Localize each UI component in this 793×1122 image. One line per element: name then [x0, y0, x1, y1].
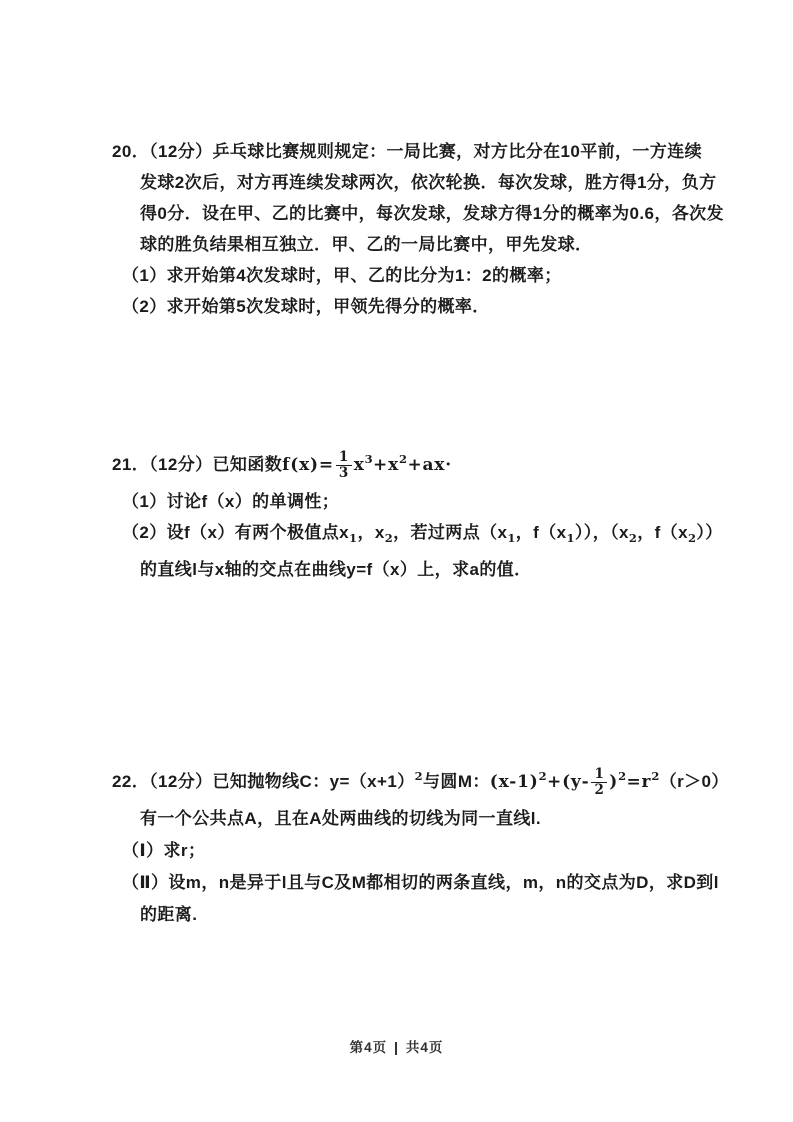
- superscript: 2: [651, 769, 660, 783]
- fraction: [591, 767, 607, 799]
- question-line: [112, 554, 753, 585]
- text-run: (x-1): [489, 772, 539, 792]
- question-line: [112, 835, 753, 867]
- question-line: [112, 517, 753, 554]
- text-run: f(x)=: [282, 455, 334, 475]
- question-line: [112, 291, 753, 322]
- text-run: （1）求开始第4次发球时，甲、乙的比分为1：2的概率；: [122, 266, 562, 285]
- text-run: （r＞0）: [659, 772, 729, 791]
- question-21: [112, 440, 753, 585]
- text-run: 的直线l与x轴的交点在曲线y=f（x）上，求a的值．: [140, 559, 532, 579]
- question-22: [112, 756, 753, 931]
- question-line: [112, 136, 753, 167]
- text-run: ）），（x: [574, 522, 629, 542]
- text-run: 有一个公共点A，且在A处两曲线的切线为同一直线l.: [140, 808, 541, 828]
- text-run: （Ⅰ）求r；: [122, 840, 206, 860]
- text-run: ，f（x: [515, 522, 567, 542]
- text-run: x: [353, 455, 365, 475]
- question-line: [112, 198, 753, 229]
- text-run: +x: [373, 455, 400, 475]
- subscript: 2: [384, 530, 394, 545]
- text-run: 与圆M：: [423, 772, 490, 791]
- fraction-numerator: 1: [336, 450, 352, 467]
- subscript: 1: [349, 530, 358, 545]
- superscript: 2: [399, 452, 408, 466]
- text-run: 发球2次后，对方再连续发球两次，依次轮换．每次发球，胜方得1分，负方: [140, 173, 717, 192]
- question-line: [112, 867, 753, 899]
- text-run: ): [609, 772, 619, 792]
- fraction: [336, 450, 352, 482]
- question-line: [112, 899, 753, 931]
- text-run: ，x: [357, 522, 385, 542]
- subscript: 2: [628, 530, 638, 545]
- text-run: 得0分．设在甲、乙的比赛中，每次发球，发球方得1分的概率为0.6，各次发: [140, 204, 724, 223]
- question-line: [112, 260, 753, 291]
- text-run: （2）求开始第5次发球时，甲领先得分的概率．: [122, 297, 490, 316]
- text-run: 21．（12分）已知函数: [112, 455, 283, 474]
- text-run: 22．（12分）已知抛物线C：y=（x+1）: [112, 772, 415, 791]
- question-line: [112, 440, 753, 486]
- fraction-denominator: 3: [338, 465, 349, 482]
- question-line: [112, 486, 753, 517]
- text-run: +: [547, 772, 563, 792]
- superscript: 2: [618, 769, 627, 783]
- subscript: 2: [688, 530, 697, 545]
- footer-total-pages: 共4页: [405, 1040, 444, 1055]
- superscript: 2: [538, 769, 548, 783]
- question-line: [112, 803, 753, 835]
- superscript: 3: [364, 452, 374, 466]
- page-footer: [0, 1036, 793, 1056]
- subscript: 1: [566, 530, 575, 545]
- text-run: =r: [626, 772, 652, 792]
- superscript: 2: [414, 769, 424, 783]
- text-run: （1）讨论f（x）的单调性；: [122, 491, 340, 511]
- text-run: （Ⅱ）设m，n是异于l且与C及M都相切的两条直线，m，n的交点为D，求D到l: [122, 872, 719, 892]
- footer-separator: |: [394, 1040, 399, 1055]
- text-run: 的距离.: [140, 904, 198, 924]
- text-run: ，若过两点（x: [393, 522, 508, 542]
- question-line: [112, 167, 753, 198]
- text-run: (y-: [562, 772, 590, 792]
- text-run: ，f（x: [637, 522, 688, 542]
- text-run: 20．（12分）乒乓球比赛规则规定：一局比赛，对方比分在10平前，一方连续: [112, 142, 703, 161]
- fraction-denominator: 2: [594, 782, 605, 799]
- question-line: [112, 229, 753, 260]
- question-20: [112, 136, 753, 322]
- question-line: [112, 756, 753, 803]
- text-run: ））: [696, 522, 723, 542]
- subscript: 1: [507, 530, 516, 545]
- text-run: （2）设f（x）有两个极值点x: [122, 522, 350, 542]
- fraction-numerator: 1: [591, 767, 607, 784]
- text-run: 球的胜负结果相互独立．甲、乙的一局比赛中，甲先发球．: [140, 235, 593, 254]
- text-run: +ax·: [407, 455, 452, 475]
- footer-page-number: 第4页: [349, 1040, 388, 1055]
